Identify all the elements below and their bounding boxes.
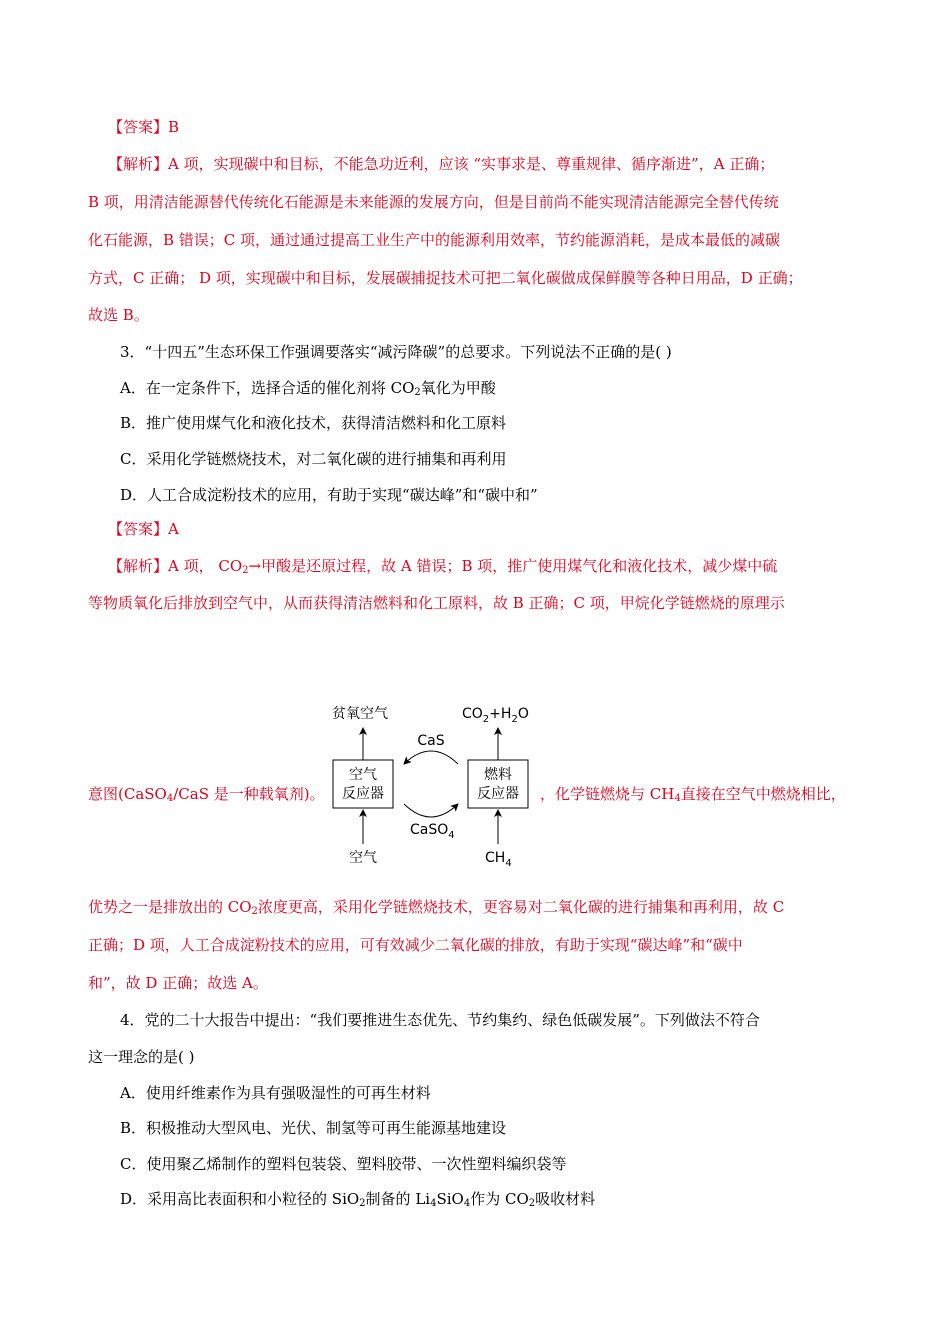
label-cas: CaS (417, 733, 445, 749)
q3-analysis-line-2: 等物质氧化后排放到空气中，从而获得清洁燃料和化工原料，故 B 正确；C 项，甲烷化学链燃烧的原理示 (88, 594, 785, 612)
q2-analysis-line-1: 【解析】A 项，实现碳中和目标，不能急功近利，应该 “实事求是、尊重规律、循序渐进”，A 正确； (108, 155, 775, 173)
q3-analysis-line-6: 和”，故 D 正确；故选 A。 (88, 974, 268, 992)
q4-option-c: C．使用聚乙烯制作的塑料包装袋、塑料胶带、一次性塑料编织袋等 (120, 1155, 567, 1173)
q2-analysis-line-2: B 项，用清洁能源替代传统化石能源是未来能源的发展方向，但是目前尚不能实现清洁能源完全替代传统 (88, 193, 779, 211)
q2-analysis-line-4: 方式，C 正确； D 项，实现碳中和目标，发展碳捕捉技术可把二氧化碳做成保鲜膜等各种日用品，D 正确； (88, 269, 803, 287)
chemical-looping-diagram (330, 698, 540, 870)
q3-option-b: B．推广使用煤气化和液化技术，获得清洁燃料和化工原料 (120, 414, 507, 432)
q4-stem-line-1: 4．党的二十大报告中提出：“我们要推进生态优先、节约集约、绿色低碳发展”。下列做法不符合 (120, 1011, 760, 1029)
q4-option-d: D．采用高比表面积和小粒径的 SiO$_2$制备的 $Li_4SiO_4$作为 $CO_2$吸收材料 (120, 1190, 596, 1209)
label-ch4: $CH_4$ (485, 850, 512, 869)
q4-option-b: B．积极推动大型风电、光伏、制氢等可再生能源基地建设 (120, 1119, 507, 1137)
q3-option-d: D．人工合成淀粉技术的应用，有助于实现“碳达峰”和“碳中和” (120, 486, 538, 504)
q2-analysis-line-5: 故选 B。 (88, 306, 149, 324)
label-lean-air: 贫氧空气 (332, 706, 388, 722)
q2-analysis-line-3: 化石能源，B 错误；C 项，通过通过提高工业生产中的能源利用效率，节约能源消耗，是成本最低的减碳 (88, 231, 781, 249)
q3-analysis-line-5: 正确；D 项，人工合成淀粉技术的应用，可有效减少二氧化碳的排放，有助于实现“碳达峰”和“碳中 (88, 936, 743, 954)
fuel-reactor-label-1: 燃料 (484, 767, 512, 783)
q3-analysis-line-4: 优势之一是排放出的 $CO_2$浓度更高，采用化学链燃烧技术，更容易对二氧化碳的进行捕集和再利用，故 C (88, 898, 785, 917)
q3-answer: 【答案】A (108, 520, 179, 538)
arrow-cas (404, 751, 458, 764)
q4-stem-line-2: 这一理念的是( ) (88, 1048, 195, 1066)
q3-option-a: A．在一定条件下，选择合适的催化剂将 $CO_2$氧化为甲酸 (120, 379, 496, 398)
q3-option-c: C．采用化学链燃烧技术，对二氧化碳的进行捕集和再利用 (120, 450, 507, 468)
q3-stem: 3．“十四五”生态环保工作强调要落实“减污降碳”的总要求。下列说法不正确的是( ) (120, 343, 672, 361)
air-reactor-label-2: 反应器 (342, 786, 384, 802)
label-caso4: CaSO$_4$ (410, 822, 455, 841)
q2-answer: 【答案】B (108, 118, 180, 136)
arrow-caso4 (404, 804, 458, 817)
q3-analysis-line-1: 【解析】A 项， $CO_2\to$甲酸是还原过程，故 A 错误；B 项，推广使用煤气化和液化技术，减少煤中硫 (108, 557, 778, 576)
label-co2-h2o: $CO_2+H_2O$ (462, 706, 529, 725)
air-reactor-label-1: 空气 (349, 767, 377, 783)
q3-analysis-line-3a: 意图(CaSO$_4$/CaS 是一种载氧剂)。 (88, 785, 325, 804)
label-air: 空气 (349, 850, 377, 866)
q4-option-a: A．使用纤维素作为具有强吸湿性的可再生材料 (120, 1084, 431, 1102)
fuel-reactor-label-2: 反应器 (477, 786, 519, 802)
q3-analysis-line-3b: ，化学链燃烧与 $CH_4$直接在空气中燃烧相比， (540, 785, 846, 804)
